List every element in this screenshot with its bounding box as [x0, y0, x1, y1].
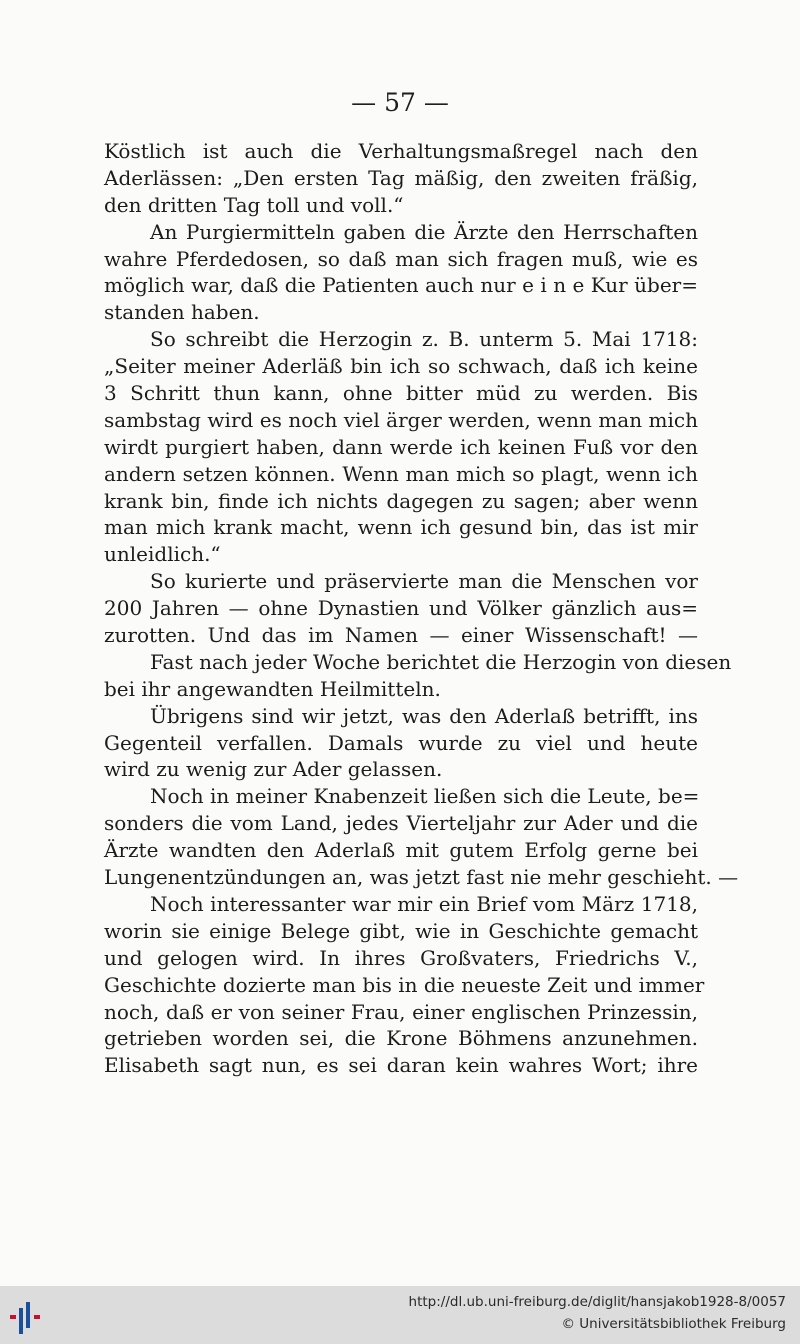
text-line: Ärzte wandten den Aderlaß mit gutem Erfolg gerne bei: [104, 838, 698, 863]
text-line: An Purgiermitteln gaben die Ärzte den Herrschaften: [150, 219, 698, 244]
copyright-notice: © Universitätsbibliothek Freiburg: [561, 1316, 786, 1332]
text-line: krank bin, finde ich nichts dagegen zu sagen; aber wenn: [104, 488, 698, 513]
text-line: wahre Pferdedosen, so daß man sich fragen muß, wie es: [104, 246, 698, 271]
text-line: Noch in meiner Knabenzeit ließen sich die Leute, be=: [150, 784, 700, 809]
text-line: unleidlich.“: [104, 542, 221, 567]
text-line: Lungenentzündungen an, was jetzt fast nie mehr geschieht. —: [104, 865, 739, 890]
text-line: So kurierte und präservierte man die Menschen vor: [150, 569, 698, 594]
permalink-url[interactable]: http://dl.ub.uni-freiburg.de/diglit/hansjakob1928-8/0057: [408, 1294, 786, 1310]
page-number: — 57 —: [351, 88, 449, 117]
ub-freiburg-logo-icon[interactable]: [8, 1300, 42, 1334]
text-line: Elisabeth sagt nun, es sei daran kein wahres Wort; ihre: [104, 1053, 698, 1078]
text-line: noch, daß er von seiner Frau, einer englischen Prinzessin,: [104, 999, 698, 1024]
body-text: [104, 138, 739, 1079]
text-line: „Seiter meiner Aderläß bin ich so schwach, daß ich keine: [104, 354, 698, 379]
text-line: Gegenteil verfallen. Damals wurde zu viel und heute: [104, 730, 698, 755]
text-line: getrieben worden sei, die Krone Böhmens anzunehmen.: [104, 1026, 698, 1051]
text-line: 3 Schritt thun kann, ohne bitter müd zu werden. Bis: [104, 381, 698, 406]
text-line: andern setzen können. Wenn man mich so plagt, wenn ich: [104, 461, 698, 486]
text-line: bei ihr angewandten Heilmitteln.: [104, 676, 441, 701]
text-line: zurotten. Und das im Namen — einer Wissenschaft! —: [104, 623, 698, 648]
text-line: sonders die vom Land, jedes Vierteljahr zur Ader und die: [104, 811, 698, 836]
text-line: 200 Jahren — ohne Dynastien und Völker gänzlich aus=: [104, 596, 698, 621]
text-line: worin sie einige Belege gibt, wie in Geschichte gemacht: [104, 918, 698, 943]
text-line: den dritten Tag toll und voll.“: [104, 192, 404, 217]
text-line: Köstlich ist auch die Verhaltungsmaßregel nach den: [104, 139, 698, 163]
text-line: sambstag wird es noch viel ärger werden, wenn man mich: [104, 407, 698, 432]
viewer-footer: [0, 1286, 800, 1344]
text-line: man mich krank macht, wenn ich gesund bin, das ist mir: [104, 515, 698, 540]
text-line: standen haben.: [104, 300, 260, 325]
text-line: Übrigens sind wir jetzt, was den Aderlaß betrifft, ins: [150, 703, 698, 728]
text-line: Fast nach jeder Woche berichtet die Herzogin von diesen: [150, 649, 732, 674]
text-line: wird zu wenig zur Ader gelassen.: [104, 757, 443, 782]
text-line: und gelogen wird. In ihres Großvaters, Friedrichs V.,: [104, 945, 698, 970]
text-line: Aderlässen: „Den ersten Tag mäßig, den zweiten fräßig,: [104, 165, 698, 190]
text-line: So schreibt die Herzogin z. B. unterm 5. Mai 1718:: [150, 327, 698, 352]
text-line: wirdt purgiert haben, dann werde ich keinen Fuß vor den: [104, 434, 698, 459]
text-line: Noch interessanter war mir ein Brief vom März 1718,: [150, 891, 698, 916]
text-line: Geschichte dozierte man bis in die neueste Zeit und immer: [104, 972, 705, 997]
text-line: möglich war, daß die Patienten auch nur e i n e Kur über=: [104, 273, 698, 298]
